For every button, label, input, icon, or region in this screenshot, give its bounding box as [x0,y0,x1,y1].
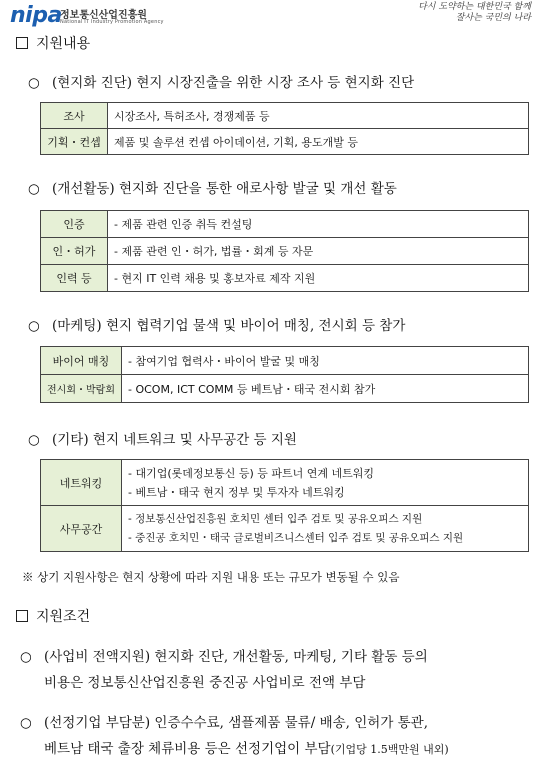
slogan: 다시 도약하는 대한민국 함께 잘사는 국민의 나라 [418,2,531,23]
bullet-heading: (마케팅) 현지 협력기업 물색 및 바이어 매칭, 전시회 등 참가 [52,318,406,334]
table-localization [40,102,529,155]
row-content: - 참여기업 협력사・바이어 발굴 및 매칭 [122,347,529,375]
table-row [41,375,529,403]
table-row [41,506,529,552]
table-marketing [40,346,529,403]
condition-line2: 베트남 태국 출장 체류비용 등은 선정기업이 부담 [44,741,331,757]
table-etc [40,459,529,552]
checkbox-square-icon [16,610,28,622]
table-row [41,238,529,265]
condition-line2-small: (기업당 1.5백만원 내외) [330,743,449,756]
checkbox-square-icon [16,37,28,49]
row-line: - 중진공 호치민・태국 글로벌비즈니스센터 입주 검토 및 공유오피스 지원 [128,531,464,544]
condition-line2-wrap [20,736,530,763]
section-title-text: 지원내용 [36,36,91,52]
row-content: 제품 및 솔루션 컨셉 아이데이션, 기획, 용도개발 등 [108,129,529,155]
section-title-support-conditions [16,606,90,626]
bullet-heading: (개선활동) 현지화 진단을 통한 애로사항 발굴 및 개선 활동 [52,181,397,197]
bullet-circle-icon: ○ [28,432,40,448]
row-label: 사무공간 [41,506,122,552]
table-row [41,347,529,375]
condition-item [20,644,530,696]
table-row [41,129,529,155]
table-row [41,265,529,292]
condition-line1: (사업비 전액지원) 현지화 진단, 개선활동, 마케팅, 기타 활동 등의 [44,649,428,665]
row-label: 기획・컨셉 [41,129,108,155]
bullet-circle-icon: ○ [28,181,40,197]
table-row [41,103,529,129]
bullet-etc [28,428,297,448]
row-label: 인・허가 [41,238,108,265]
nipa-logo: nipa [10,3,62,28]
condition-line1: (선정기업 부담분) 인증수수료, 샘플제품 물류/ 배송, 인허가 통관, [44,715,429,731]
bullet-circle-icon: ○ [20,649,32,665]
row-label: 전시회・박람회 [41,375,122,403]
table-improvement [40,210,529,292]
row-label: 바이어 매칭 [41,347,122,375]
row-label: 조사 [41,103,108,129]
row-label: 인증 [41,211,108,238]
condition-line2: 비용은 정보통신산업진흥원 중진공 사업비로 전액 부담 [44,675,366,691]
row-label: 네트워킹 [41,460,122,506]
table-row [41,211,529,238]
row-line: - 정보통신산업진흥원 호치민 센터 입주 검토 및 공유오피스 지원 [128,512,423,525]
bullet-circle-icon: ○ [28,318,40,334]
section-title-text: 지원조건 [36,609,91,625]
row-line: - 베트남・태국 현지 정부 및 투자자 네트워킹 [128,485,345,499]
table-row [41,460,529,506]
row-content: - 제품 관련 인증 취득 컨설팅 [108,211,529,238]
section-title-support-content [16,33,90,53]
bullet-heading: (기타) 현지 네트워크 및 사무공간 등 지원 [52,432,297,448]
row-line: - 대기업(롯데정보통신 등) 등 파트너 연계 네트워킹 [128,466,375,480]
row-content [122,460,529,506]
row-content: - 현지 IT 인력 채용 및 홍보자료 제작 지원 [108,265,529,292]
bullet-heading: (현지화 진단) 현지 시장진출을 위한 시장 조사 등 현지화 진단 [52,75,415,91]
org-name: 정보통신산업진흥원 [60,10,147,21]
row-content: - 제품 관련 인・허가, 법률・회계 등 자문 [108,238,529,265]
page-header [0,0,543,36]
bullet-marketing [28,314,405,334]
row-content: 시장조사, 특허조사, 경쟁제품 등 [108,103,529,129]
note: ※ 상기 지원사항은 현지 상황에 따라 지원 내용 또는 규모가 변동될 수 있음 [22,570,400,584]
bullet-circle-icon: ○ [20,715,32,731]
row-content: - OCOM, ICT COMM 등 베트남・태국 전시회 참가 [122,375,529,403]
org-name-en: National IT Industry Promotion Agency [60,19,164,25]
condition-item [20,710,530,763]
bullet-circle-icon: ○ [28,75,40,91]
row-content [122,506,529,552]
row-label: 인력 등 [41,265,108,292]
bullet-localization [28,71,414,91]
bullet-improvement [28,177,397,197]
